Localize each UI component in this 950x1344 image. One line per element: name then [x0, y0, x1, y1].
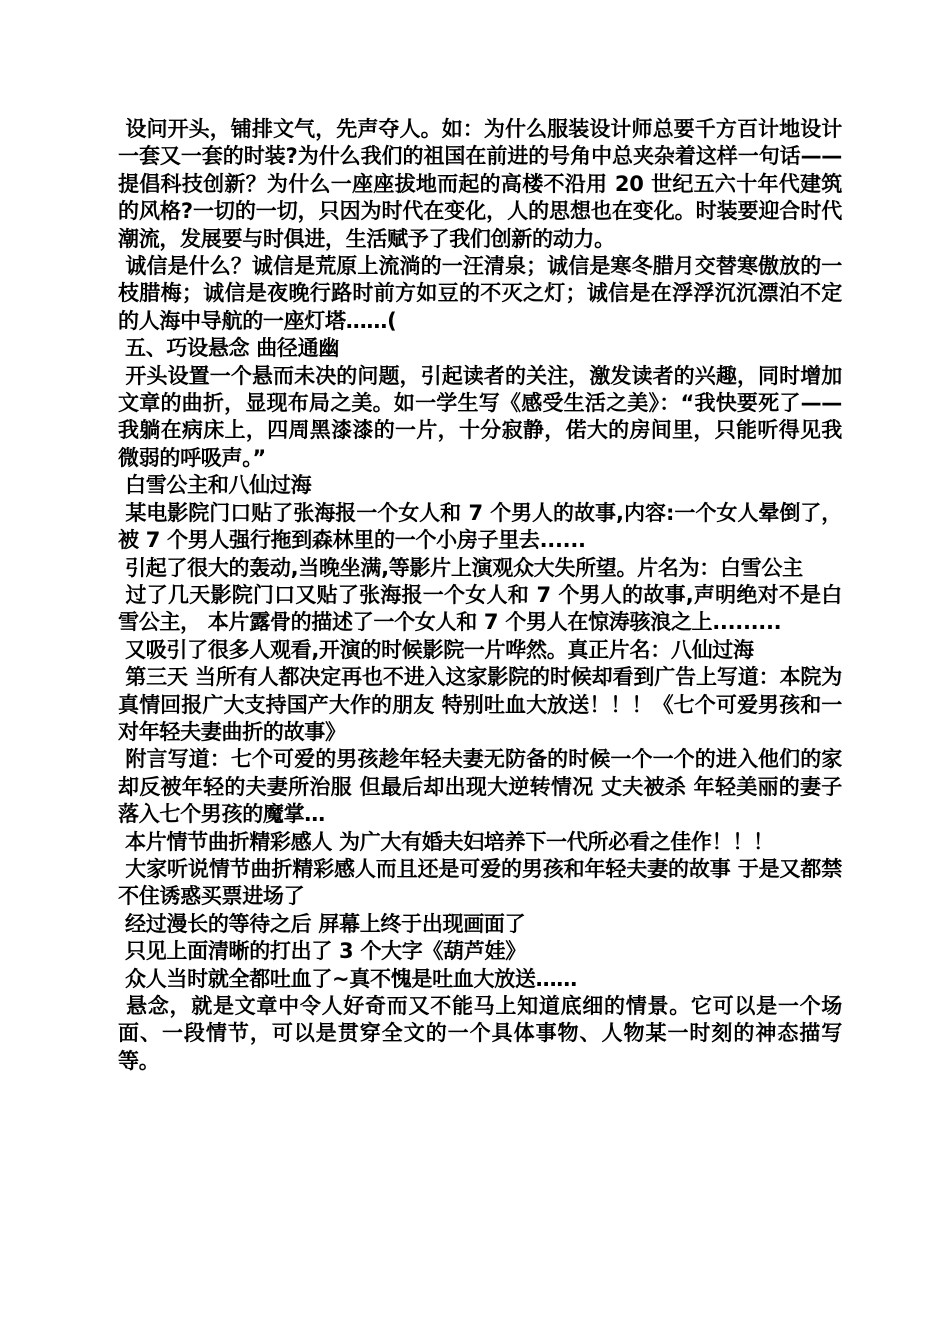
- story-paragraph-10: 只见上面清晰的打出了 3 个大字《葫芦娃》: [118, 939, 526, 964]
- paragraph-honesty-example: 诚信是什么？诚信是荒原上流淌的一汪清泉；诚信是寒冬腊月交替寒傲放的一枝腊梅；诚信是夜晚行路时前方如豆的不灭之灯；诚信是在浮浮沉沉漂泊不定的人海中导航的一座灯塔……(: [118, 254, 842, 333]
- story-paragraph-1: 某电影院门口贴了张海报一个女人和 7 个男人的故事,内容:一个女人晕倒了，被 7 个男人强行拖到森林里的一个小房子里去......: [118, 500, 842, 553]
- section-heading-suspense: 五、巧设悬念 曲径通幽: [118, 336, 340, 361]
- document-body: [118, 116, 850, 1075]
- paragraph-rhetorical-opening: 设问开头，铺排文气，先声夺人。如：为什么服装设计师总要千方百计地设计一套又一套的时装?为什么我们的祖国在前进的号角中总夹杂着这样一句话——提倡科技创新？为什么一座座拔地而起的高楼不沿用 20 世纪五六十年代建筑的风格?一切的一切，只因为时代在变化，人的思想也在变化。时装要迎合时代潮流，发展要与时俱进，生活赋予了我们创新的动力。: [118, 117, 842, 251]
- story-paragraph-7: 本片情节曲折精彩感人 为广大有婚夫妇培养下一代所必看之佳作！！！: [118, 829, 774, 854]
- paragraph-suspense-explanation: 开头设置一个悬而未决的问题，引起读者的关注，激发读者的兴趣，同时增加文章的曲折，显现布局之美。如一学生写《感受生活之美》：“我快要死了——我躺在病床上，四周黑漆漆的一片，十分寂静，偌大的房间里，只能听得见我微弱的呼吸声。”: [118, 363, 842, 470]
- story-paragraph-3: 过了几天影院门口又贴了张海报一个女人和 7 个男人的故事,声明绝对不是白雪公主， 本片露骨的描述了一个女人和 7 个男人在惊涛骇浪之上.........: [118, 582, 842, 635]
- story-paragraph-6: 附言写道：七个可爱的男孩趁年轻夫妻无防备的时候一个一个的进入他们的家 却反被年轻的夫妻所治服 但最后却出现大逆转情况 丈夫被杀 年轻美丽的妻子落入七个男孩的魔掌…: [118, 747, 850, 827]
- story-paragraph-5: 第三天 当所有人都决定再也不进入这家影院的时候却看到广告上写道：本院为真情回报广大支持国产大作的朋友 特别吐血大放送！！！《七个可爱男孩和一对年轻夫妻曲折的故事》: [118, 665, 842, 744]
- story-paragraph-9: 经过漫长的等待之后 屏幕上终于出现画面了: [118, 911, 526, 936]
- story-paragraph-2: 引起了很大的轰动,当晚坐满,等影片上演观众大失所望。片名为：白雪公主: [118, 555, 803, 580]
- story-paragraph-4: 又吸引了很多人观看,开演的时候影院一片哗然。真正片名：八仙过海: [118, 637, 754, 662]
- story-paragraph-11: 众人当时就全都吐血了~真不愧是吐血大放送……: [118, 966, 578, 991]
- story-paragraph-8: 大家听说情节曲折精彩感人而且还是可爱的男孩和年轻夫妻的故事 于是又都禁不住诱惑买票进场了: [118, 856, 842, 909]
- story-title: 白雪公主和八仙过海: [118, 473, 312, 498]
- paragraph-suspense-definition: 悬念，就是文章中令人好奇而又不能马上知道底细的情景。它可以是一个场面、一段情节，可以是贯穿全文的一个具体事物、人物某一时刻的神态描写等。: [118, 994, 842, 1073]
